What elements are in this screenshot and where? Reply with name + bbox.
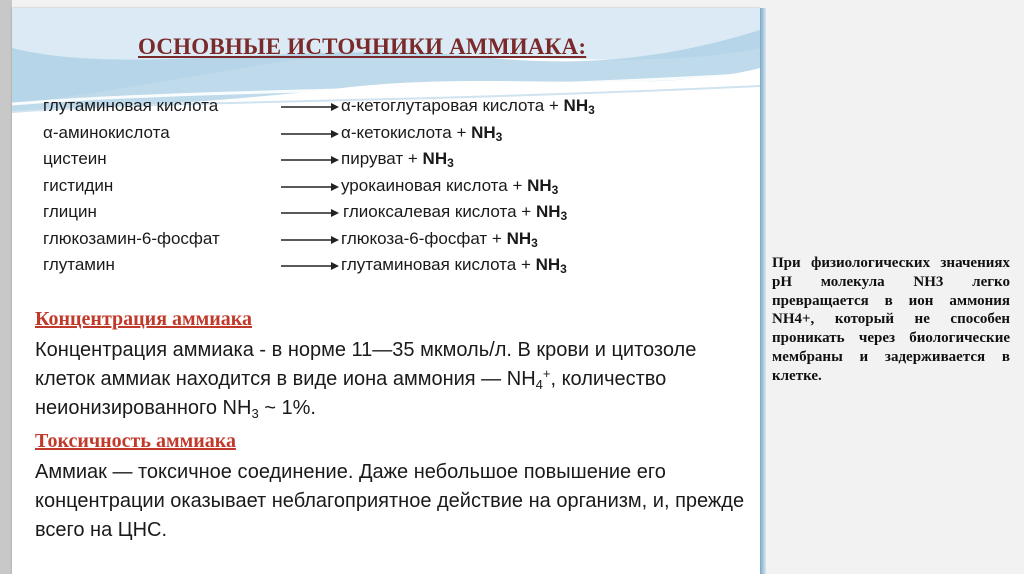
reactant: цистеин (43, 149, 107, 168)
reaction-row-glutamine (43, 253, 743, 280)
arrow-right-icon (281, 129, 339, 139)
concentration-heading: Концентрация аммиака (35, 308, 253, 330)
arrow-right-icon (281, 102, 339, 112)
presentation-slide (12, 8, 760, 574)
toxicity-heading: Токсичность аммиака (35, 430, 236, 452)
left-window-strip (0, 0, 12, 574)
reaction-row-amino-acid (43, 121, 743, 148)
reactant: глутамин (43, 255, 115, 274)
reactions-list (43, 94, 743, 280)
product: глиоксалевая кислота + $NH_3$ (343, 202, 568, 223)
reaction-row-cysteine (43, 147, 743, 174)
arrow-right-icon (281, 182, 339, 192)
arrow-right-icon (281, 235, 339, 245)
reactant: глюкозамин-6-фосфат (43, 228, 220, 248)
reaction-row-histidine (43, 174, 743, 201)
reaction-row-glucosamine-6-phosphate (43, 227, 743, 254)
product: пируват + $NH_3$ (341, 149, 454, 170)
reactant: глутаминовая кислота (43, 96, 219, 115)
product: α-кетоглутаровая кислота + $NH_3$ (341, 96, 595, 117)
reactant: глицин (43, 202, 97, 221)
slide-title: ОСНОВНЫЕ ИСТОЧНИКИ АММИАКА: (138, 34, 587, 59)
toxicity-paragraph: Аммиак — токсичное соединение. Даже небольшое повышение его концентрации оказывает неблагоприятное действие на организм, и, прежде всего на ЦНС. (35, 461, 745, 541)
product: урокаиновая кислота + $NH_3$ (341, 175, 559, 197)
arrow-right-icon (281, 155, 339, 165)
sidebar-divider (760, 8, 766, 574)
reaction-row-glutamic-acid (43, 94, 743, 121)
reaction-row-glycine (43, 200, 743, 227)
side-note: При физиологических значениях pH молекула NH3 легко превращается в ион аммония NH4+, который не способен проникать через биологические мембраны и задерживается в клетке. (772, 255, 1010, 384)
reactant: α-аминокислота (43, 122, 170, 142)
product: глюкоза-6-фосфат + $NH_3$ (341, 228, 538, 250)
arrow-right-icon (281, 261, 339, 271)
concentration-paragraph: Концентрация аммиака - в норме 11—35 мкмоль/л. В крови и цитозоле клеток аммиак находится в виде иона аммония — $NH_4^+$, количество неионизированного $NH_3$ ~ 1%. (35, 339, 697, 421)
product: глутаминовая кислота + $NH_3$ (341, 255, 567, 276)
arrow-right-icon (281, 208, 339, 218)
product: α-кетокислота + $NH_3$ (341, 122, 503, 144)
reactant: гистидин (43, 175, 114, 195)
